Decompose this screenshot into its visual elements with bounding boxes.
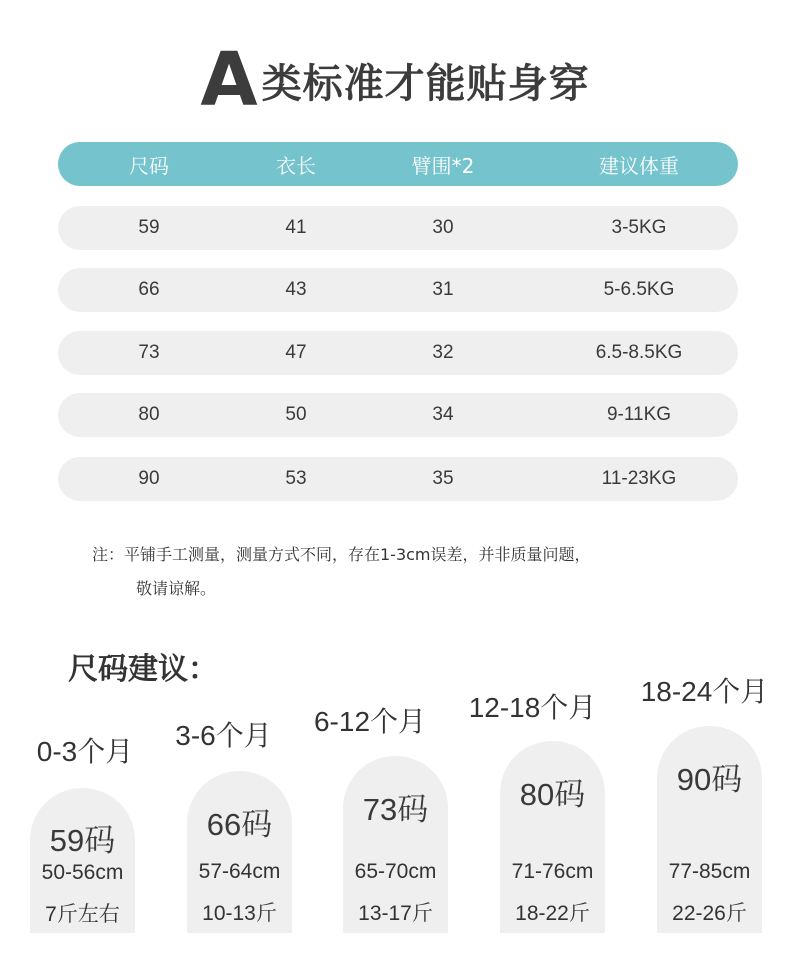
card-size: 80码 (519, 777, 586, 812)
cell-size: 66 (138, 279, 160, 300)
note-line-2: 敬请谅解。 (136, 579, 217, 598)
size-suggestion-title: 尺码建议： (68, 652, 218, 687)
card-size: 90码 (676, 762, 743, 797)
age-label: 6-12个月 (313, 706, 427, 737)
cell-sleeve: 34 (432, 404, 454, 425)
card-weight: 7斤左右 (45, 903, 120, 926)
card-size: 73码 (362, 792, 429, 827)
cell-length: 41 (285, 217, 307, 238)
card-size: 59码 (49, 823, 116, 858)
card-height: 50-56cm (41, 861, 124, 884)
card-weight: 22-26斤 (672, 902, 747, 925)
age-label: 3-6个月 (175, 720, 272, 751)
cell-weight: 11-23KG (601, 468, 677, 489)
table-row (58, 268, 738, 312)
card-height: 71-76cm (511, 860, 594, 883)
note-line-1: 注：平铺手工测量，测量方式不同，存在1-3cm误差，并非质量问题， (92, 545, 591, 564)
card-weight: 10-13斤 (202, 902, 277, 925)
header-length: 衣长 (276, 153, 316, 178)
size-card-90 (657, 726, 762, 933)
age-label: 18-24个月 (640, 676, 769, 707)
cell-size: 73 (138, 342, 160, 363)
table-row (58, 206, 738, 250)
cell-size: 80 (138, 404, 160, 425)
cell-weight: 5-6.5KG (603, 279, 675, 300)
cell-weight: 3-5KG (611, 217, 667, 238)
card-height: 65-70cm (354, 860, 437, 883)
cell-size: 59 (138, 217, 160, 238)
page-title (0, 37, 790, 123)
age-label: 12-18个月 (468, 692, 597, 723)
age-label: 0-3个月 (36, 736, 134, 767)
card-size: 66码 (206, 807, 273, 842)
size-card-80 (500, 741, 605, 933)
cell-length: 43 (285, 279, 307, 300)
cell-sleeve: 30 (432, 217, 454, 238)
title-letter: A (200, 37, 258, 123)
table-row (58, 393, 738, 437)
cell-length: 47 (285, 342, 307, 363)
header-size: 尺码 (129, 153, 169, 178)
size-card-66 (187, 771, 292, 933)
card-weight: 18-22斤 (515, 902, 590, 925)
header-sleeve: 臂围*2 (411, 153, 475, 178)
card-weight: 13-17斤 (358, 902, 433, 925)
cell-weight: 6.5-8.5KG (595, 342, 683, 363)
cell-sleeve: 32 (432, 342, 454, 363)
size-table-header (58, 142, 738, 186)
cell-sleeve: 31 (432, 279, 454, 300)
table-row (58, 457, 738, 501)
card-height: 57-64cm (198, 860, 281, 883)
size-card-59 (30, 788, 135, 933)
title-text: 类标准才能贴身穿 (261, 60, 590, 107)
measurement-note (92, 538, 742, 606)
cell-size: 90 (138, 468, 160, 489)
table-row (58, 331, 738, 375)
cell-length: 50 (285, 404, 307, 425)
cell-weight: 9-11KG (606, 404, 672, 425)
cell-sleeve: 35 (432, 468, 454, 489)
header-weight: 建议体重 (599, 153, 679, 178)
cell-length: 53 (285, 468, 307, 489)
card-height: 77-85cm (668, 860, 751, 883)
size-card-73 (343, 756, 448, 933)
